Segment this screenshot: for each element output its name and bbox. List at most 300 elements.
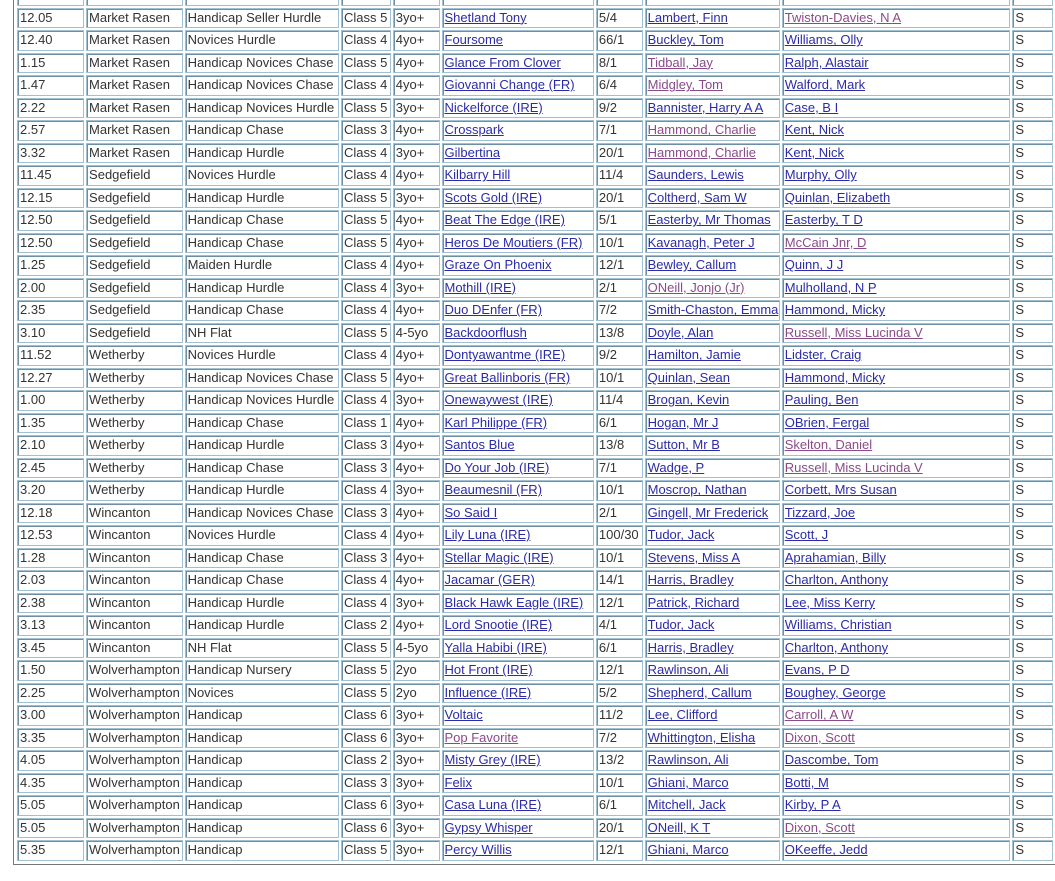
trainer-cell — [782, 210, 1011, 231]
jockey-link[interactable]: Hammond, Charlie — [647, 122, 756, 138]
horse-link[interactable]: Gilbertina — [444, 144, 501, 160]
trainer-cell — [782, 615, 1011, 636]
race-type-cell: Handicap Hurdle — [185, 278, 339, 299]
horse-link[interactable]: So Said I — [444, 504, 498, 520]
jockey-link[interactable]: Buckley, Tom — [647, 32, 724, 48]
age-cell: 4yo+ — [393, 503, 440, 524]
table-row — [17, 615, 1053, 636]
jockey-link[interactable]: Wadge, P — [647, 459, 705, 475]
jockey-link[interactable]: Gingell, Mr Frederick — [647, 504, 769, 520]
trainer-link[interactable]: Williams, Christian — [784, 617, 892, 633]
age-cell: 4-5yo — [393, 323, 440, 344]
class-cell: Class 4 — [341, 255, 391, 276]
race-time-cell: 5.05 — [17, 795, 84, 816]
age-cell: 4yo+ — [393, 210, 440, 231]
jockey-link[interactable]: Ghiani, Marco — [647, 774, 729, 790]
trainer-link[interactable]: Evans, P D — [784, 662, 850, 678]
trainer-cell — [782, 345, 1011, 366]
jockey-cell — [645, 525, 780, 546]
odds-cell: 7/2 — [596, 300, 643, 321]
jockey-link[interactable]: Lee, Clifford — [647, 707, 718, 723]
race-table-body — [17, 0, 1053, 861]
jockey-cell — [645, 390, 780, 411]
trainer-link[interactable]: Dixon, Scott — [784, 729, 855, 745]
race-time-cell: 3.32 — [17, 143, 84, 164]
table-row — [17, 435, 1053, 456]
trainer-link[interactable]: Pauling, Ben — [784, 392, 859, 408]
trainer-link[interactable]: Hammond, Micky — [784, 369, 886, 385]
table-row — [17, 8, 1053, 29]
trainer-link[interactable]: OKeeffe, Jedd — [784, 842, 868, 858]
jockey-link[interactable]: Moscrop, Nathan — [647, 482, 747, 498]
age-cell: 4yo+ — [393, 368, 440, 389]
trainer-link[interactable]: Dixon, Scott — [784, 819, 855, 835]
jockey-cell — [645, 300, 780, 321]
horse-link[interactable]: Do Your Job (IRE) — [444, 459, 550, 475]
jockey-link[interactable]: Patrick, Richard — [647, 594, 740, 610]
horse-cell — [442, 458, 594, 479]
horse-link[interactable]: Shetland Tony — [444, 9, 527, 25]
jockey-link[interactable]: Smith-Chaston, Emma — [647, 302, 779, 318]
trainer-link[interactable]: Lee, Miss Kerry — [784, 594, 876, 610]
jockey-link[interactable]: Harris, Bradley — [647, 572, 734, 588]
horse-cell — [442, 75, 594, 96]
race-type-cell: Handicap Chase — [185, 233, 339, 254]
course-cell: Wolverhampton — [86, 750, 183, 771]
jockey-cell — [645, 458, 780, 479]
horse-link[interactable]: Santos Blue — [444, 437, 515, 453]
horse-link[interactable]: Giovanni Change (FR) — [444, 77, 575, 93]
horse-link[interactable]: Karl Philippe (FR) — [444, 414, 548, 430]
class-cell: Class 4 — [341, 345, 391, 366]
jockey-cell — [645, 120, 780, 141]
trainer-cell — [782, 840, 1011, 861]
race-time-cell: 1.47 — [17, 75, 84, 96]
odds-cell: 12/1 — [596, 660, 643, 681]
truncated-cell: S — [1012, 615, 1053, 636]
jockey-cell — [645, 75, 780, 96]
jockey-link[interactable]: Lambert, Finn — [647, 9, 728, 25]
table-row — [17, 840, 1053, 861]
age-cell: 4yo+ — [393, 525, 440, 546]
horse-link[interactable]: Beat The Edge (IRE) — [444, 212, 565, 228]
trainer-cell — [782, 323, 1011, 344]
horse-cell — [442, 210, 594, 231]
course-cell: Sedgefield — [86, 210, 183, 231]
jockey-cell — [645, 233, 780, 254]
race-type-cell: Novices Hurdle — [185, 30, 339, 51]
trainer-cell — [782, 660, 1011, 681]
jockey-cell — [645, 705, 780, 726]
course-cell: Sedgefield — [86, 278, 183, 299]
course-cell: Market Rasen — [86, 75, 183, 96]
jockey-link[interactable]: Midgley, Tom — [647, 77, 724, 93]
jockey-link[interactable]: Tudor, Jack — [647, 617, 715, 633]
race-type-cell: Handicap — [185, 773, 339, 794]
class-cell: Class 4 — [341, 480, 391, 501]
odds-cell: 12/1 — [596, 840, 643, 861]
race-type-cell: Handicap Hurdle — [185, 188, 339, 209]
odds-cell: 8/1 — [596, 53, 643, 74]
horse-link[interactable]: Mothill (IRE) — [444, 279, 517, 295]
table-row — [17, 233, 1053, 254]
race-type-cell: Handicap — [185, 795, 339, 816]
jockey-link[interactable]: Hamilton, Jamie — [647, 347, 741, 363]
race-type-cell: Handicap Novices Hurdle — [185, 390, 339, 411]
age-cell: 4yo+ — [393, 53, 440, 74]
horse-cell — [442, 615, 594, 636]
table-row — [17, 818, 1053, 839]
race-type-cell: NH Flat — [185, 638, 339, 659]
class-cell: Class 5 — [341, 368, 391, 389]
horse-link[interactable]: Black Hawk Eagle (IRE) — [444, 594, 584, 610]
race-type-cell: Handicap Novices Chase — [185, 368, 339, 389]
jockey-link[interactable]: Doyle, Alan — [647, 324, 714, 340]
table-row-partial — [17, 0, 1053, 6]
horse-link[interactable]: Yalla Habibi (IRE) — [444, 639, 547, 655]
jockey-link[interactable]: Kavanagh, Peter J — [647, 234, 755, 250]
jockey-cell — [645, 615, 780, 636]
race-type-cell: Handicap Chase — [185, 300, 339, 321]
race-type-cell: Handicap Novices Chase — [185, 503, 339, 524]
race-time-cell: 3.13 — [17, 615, 84, 636]
trainer-link[interactable]: Mulholland, N P — [784, 279, 877, 295]
trainer-cell — [782, 143, 1011, 164]
horse-link[interactable]: Influence (IRE) — [444, 684, 532, 700]
course-cell: Wincanton — [86, 593, 183, 614]
jockey-cell — [645, 480, 780, 501]
class-cell: Class 6 — [341, 728, 391, 749]
odds-cell: 11/2 — [596, 705, 643, 726]
table-row — [17, 188, 1053, 209]
jockey-link[interactable]: Rawlinson, Ali — [647, 662, 729, 678]
class-cell: Class 3 — [341, 773, 391, 794]
class-cell: Class 6 — [341, 795, 391, 816]
class-cell: Class 5 — [341, 8, 391, 29]
jockey-link[interactable]: Rawlinson, Ali — [647, 752, 729, 768]
age-cell: 4yo+ — [393, 458, 440, 479]
class-cell: Class 4 — [341, 525, 391, 546]
trainer-link[interactable]: Corbett, Mrs Susan — [784, 482, 897, 498]
class-cell: Class 2 — [341, 750, 391, 771]
race-time-cell: 12.50 — [17, 210, 84, 231]
horse-link[interactable]: Gypsy Whisper — [444, 819, 533, 835]
race-time-cell: 3.45 — [17, 638, 84, 659]
horse-link[interactable]: Lord Snootie (IRE) — [444, 617, 553, 633]
trainer-link[interactable]: Carroll, A W — [784, 707, 854, 723]
odds-cell: 10/1 — [596, 548, 643, 569]
trainer-cell — [782, 480, 1011, 501]
trainer-link[interactable]: Skelton, Daniel — [784, 437, 873, 453]
jockey-link[interactable]: Whittington, Elisha — [647, 729, 756, 745]
truncated-cell: S — [1012, 165, 1053, 186]
horse-link[interactable]: Crosspark — [444, 122, 504, 138]
horse-link[interactable]: Great Ballinboris (FR) — [444, 369, 571, 385]
truncated-cell: S — [1012, 705, 1053, 726]
horse-cell — [442, 98, 594, 119]
trainer-link[interactable]: Case, B I — [784, 99, 839, 115]
horse-link[interactable]: Duo DEnfer (FR) — [444, 302, 543, 318]
class-cell: Class 4 — [341, 300, 391, 321]
trainer-cell — [782, 683, 1011, 704]
horse-link[interactable]: Kilbarry Hill — [444, 167, 511, 183]
table-row — [17, 53, 1053, 74]
horse-link[interactable]: Stellar Magic (IRE) — [444, 549, 554, 565]
race-type-cell: Handicap Chase — [185, 413, 339, 434]
odds-cell: 9/2 — [596, 98, 643, 119]
class-cell: Class 3 — [341, 120, 391, 141]
jockey-link[interactable]: Bannister, Harry A A — [647, 99, 764, 115]
trainer-link[interactable]: Hammond, Micky — [784, 302, 886, 318]
class-cell: Class 5 — [341, 188, 391, 209]
trainer-cell — [782, 368, 1011, 389]
race-type-cell: Handicap Hurdle — [185, 480, 339, 501]
horse-cell — [442, 413, 594, 434]
course-cell: Wolverhampton — [86, 660, 183, 681]
class-cell: Class 4 — [341, 278, 391, 299]
jockey-link[interactable]: Coltherd, Sam W — [647, 189, 747, 205]
age-cell: 2yo — [393, 683, 440, 704]
trainer-cell — [782, 593, 1011, 614]
trainer-link[interactable]: Quinlan, Elizabeth — [784, 189, 891, 205]
jockey-link[interactable]: Hogan, Mr J — [647, 414, 719, 430]
jockey-link[interactable]: Saunders, Lewis — [647, 167, 744, 183]
jockey-link[interactable]: Shepherd, Callum — [647, 684, 752, 700]
table-row — [17, 728, 1053, 749]
trainer-link[interactable]: Boughey, George — [784, 684, 886, 700]
class-cell: Class 5 — [341, 233, 391, 254]
race-time-cell: 1.35 — [17, 413, 84, 434]
trainer-link[interactable]: Easterby, T D — [784, 212, 863, 228]
jockey-link[interactable]: Stevens, Miss A — [647, 549, 741, 565]
odds-cell: 5/2 — [596, 683, 643, 704]
age-cell: 3yo+ — [393, 750, 440, 771]
truncated-cell: S — [1012, 795, 1053, 816]
odds-cell: 100/30 — [596, 525, 643, 546]
jockey-cell — [645, 818, 780, 839]
jockey-cell — [645, 188, 780, 209]
horse-cell — [442, 390, 594, 411]
age-cell: 3yo+ — [393, 98, 440, 119]
race-time-cell: 2.38 — [17, 593, 84, 614]
jockey-link[interactable]: Quinlan, Sean — [647, 369, 731, 385]
horse-link[interactable]: Scots Gold (IRE) — [444, 189, 543, 205]
jockey-link[interactable]: Ghiani, Marco — [647, 842, 729, 858]
horse-link[interactable]: Percy Willis — [444, 842, 512, 858]
jockey-cell — [645, 210, 780, 231]
jockey-cell — [645, 345, 780, 366]
horse-link[interactable]: Pop Favorite — [444, 729, 519, 745]
age-cell: 3yo+ — [393, 840, 440, 861]
age-cell: 2yo — [393, 660, 440, 681]
horse-link[interactable]: Backdoorflush — [444, 324, 527, 340]
trainer-link[interactable]: Kent, Nick — [784, 144, 844, 160]
race-type-cell: Handicap Hurdle — [185, 143, 339, 164]
trainer-link[interactable]: Charlton, Anthony — [784, 639, 889, 655]
class-cell: Class 5 — [341, 683, 391, 704]
trainer-link[interactable]: Walford, Mark — [784, 77, 866, 93]
truncated-cell: S — [1012, 750, 1053, 771]
horse-link[interactable]: Hot Front (IRE) — [444, 662, 533, 678]
class-cell: Class 5 — [341, 840, 391, 861]
jockey-link[interactable]: ONeill, Jonjo (Jr) — [647, 279, 745, 295]
trainer-link[interactable]: Botti, M — [784, 774, 829, 790]
race-time-cell: 2.45 — [17, 458, 84, 479]
horse-link[interactable]: Lily Luna (IRE) — [444, 527, 531, 543]
table-row — [17, 143, 1053, 164]
trainer-link[interactable]: Murphy, Olly — [784, 167, 857, 183]
race-time-cell: 2.03 — [17, 570, 84, 591]
horse-cell — [442, 840, 594, 861]
jockey-link[interactable]: ONeill, K T — [647, 819, 711, 835]
jockey-link[interactable]: Bewley, Callum — [647, 257, 737, 273]
class-cell: Class 5 — [341, 98, 391, 119]
truncated-cell: S — [1012, 638, 1053, 659]
class-cell: Class 5 — [341, 53, 391, 74]
trainer-link[interactable]: Aprahamian, Billy — [784, 549, 886, 565]
jockey-cell — [645, 570, 780, 591]
truncated-cell: S — [1012, 660, 1053, 681]
course-cell: Sedgefield — [86, 233, 183, 254]
horse-link[interactable]: Heros De Moutiers (FR) — [444, 234, 583, 250]
trainer-link[interactable]: McCain Jnr, D — [784, 234, 867, 250]
trainer-link[interactable]: Russell, Miss Lucinda V — [784, 459, 923, 475]
race-type-cell: Novices — [185, 683, 339, 704]
trainer-link[interactable]: Williams, Olly — [784, 32, 863, 48]
jockey-link[interactable]: Tidball, Jay — [647, 54, 713, 70]
table-row — [17, 705, 1053, 726]
truncated-cell: S — [1012, 210, 1053, 231]
truncated-cell: S — [1012, 345, 1053, 366]
truncated-cell: S — [1012, 30, 1053, 51]
trainer-link[interactable]: Dascombe, Tom — [784, 752, 879, 768]
table-row — [17, 210, 1053, 231]
table-row — [17, 795, 1053, 816]
table-row — [17, 75, 1053, 96]
horse-cell — [442, 525, 594, 546]
jockey-link[interactable]: Harris, Bradley — [647, 639, 734, 655]
truncated-cell: S — [1012, 188, 1053, 209]
race-time-cell: 11.45 — [17, 165, 84, 186]
race-type-cell: Handicap Seller Hurdle — [185, 8, 339, 29]
trainer-link[interactable]: Lidster, Craig — [784, 347, 862, 363]
truncated-cell: S — [1012, 683, 1053, 704]
age-cell: 3yo+ — [393, 728, 440, 749]
trainer-link[interactable]: Kent, Nick — [784, 122, 844, 138]
horse-link[interactable]: Beaumesnil (FR) — [444, 482, 543, 498]
course-cell: Wetherby — [86, 368, 183, 389]
horse-link[interactable]: Dontyawantme (IRE) — [444, 347, 566, 363]
course-cell: Wincanton — [86, 638, 183, 659]
horse-link[interactable]: Voltaic — [444, 707, 483, 723]
course-cell: Wolverhampton — [86, 705, 183, 726]
horse-cell — [442, 728, 594, 749]
trainer-link[interactable]: Tizzard, Joe — [784, 504, 856, 520]
horse-link[interactable]: Foursome — [444, 32, 504, 48]
jockey-cell — [645, 30, 780, 51]
race-time-cell: 1.00 — [17, 390, 84, 411]
trainer-link[interactable]: Ralph, Alastair — [784, 54, 869, 70]
odds-cell: 6/1 — [596, 638, 643, 659]
course-cell: Wetherby — [86, 413, 183, 434]
horse-cell — [442, 233, 594, 254]
odds-cell: 2/1 — [596, 503, 643, 524]
trainer-cell — [782, 525, 1011, 546]
race-type-cell: Handicap Novices Chase — [185, 75, 339, 96]
truncated-cell: S — [1012, 255, 1053, 276]
horse-cell — [442, 593, 594, 614]
age-cell: 4yo+ — [393, 233, 440, 254]
jockey-link[interactable]: Tudor, Jack — [647, 527, 715, 543]
table-row — [17, 570, 1053, 591]
jockey-link[interactable]: Easterby, Mr Thomas — [647, 212, 771, 228]
course-cell: Wetherby — [86, 480, 183, 501]
horse-link[interactable]: Glance From Clover — [444, 54, 561, 70]
course-cell: Wolverhampton — [86, 728, 183, 749]
race-type-cell: Novices Hurdle — [185, 165, 339, 186]
horse-link[interactable]: Onewaywest (IRE) — [444, 392, 553, 408]
horse-cell — [442, 435, 594, 456]
trainer-link[interactable]: Russell, Miss Lucinda V — [784, 324, 923, 340]
horse-link[interactable]: Casa Luna (IRE) — [444, 797, 542, 813]
age-cell: 4yo+ — [393, 255, 440, 276]
race-time-cell: 3.10 — [17, 323, 84, 344]
horse-cell — [442, 795, 594, 816]
truncated-cell: S — [1012, 458, 1053, 479]
table-row — [17, 368, 1053, 389]
jockey-cell — [645, 638, 780, 659]
race-type-cell: Handicap Nursery — [185, 660, 339, 681]
horse-link[interactable]: Felix — [444, 774, 472, 790]
odds-cell: 20/1 — [596, 143, 643, 164]
trainer-cell — [782, 773, 1011, 794]
trainer-link[interactable]: Twiston-Davies, N A — [784, 9, 902, 25]
odds-cell: 13/8 — [596, 435, 643, 456]
trainer-link[interactable]: Quinn, J J — [784, 257, 844, 273]
horse-cell — [442, 53, 594, 74]
class-cell: Class 4 — [341, 165, 391, 186]
trainer-link[interactable]: Charlton, Anthony — [784, 572, 889, 588]
jockey-cell — [645, 840, 780, 861]
race-type-cell: Handicap — [185, 840, 339, 861]
table-row — [17, 480, 1053, 501]
horse-link[interactable]: Jacamar (GER) — [444, 572, 535, 588]
jockey-link[interactable]: Brogan, Kevin — [647, 392, 730, 408]
trainer-link[interactable]: Scott, J — [784, 527, 829, 543]
jockey-link[interactable]: Sutton, Mr B — [647, 437, 720, 453]
course-cell: Wolverhampton — [86, 683, 183, 704]
jockey-link[interactable]: Mitchell, Jack — [647, 797, 726, 813]
horse-cell — [442, 818, 594, 839]
trainer-cell — [782, 728, 1011, 749]
horse-link[interactable]: Nickelforce (IRE) — [444, 99, 543, 115]
trainer-cell — [782, 300, 1011, 321]
class-cell: Class 4 — [341, 30, 391, 51]
trainer-cell — [782, 53, 1011, 74]
race-time-cell: 2.35 — [17, 300, 84, 321]
truncated-cell: S — [1012, 8, 1053, 29]
trainer-link[interactable]: Kirby, P A — [784, 797, 841, 813]
course-cell: Market Rasen — [86, 143, 183, 164]
trainer-link[interactable]: OBrien, Fergal — [784, 414, 870, 430]
age-cell: 4yo+ — [393, 30, 440, 51]
race-time-cell: 1.50 — [17, 660, 84, 681]
horse-link[interactable]: Misty Grey (IRE) — [444, 752, 541, 768]
horse-link[interactable]: Graze On Phoenix — [444, 257, 552, 273]
truncated-cell: S — [1012, 233, 1053, 254]
jockey-link[interactable]: Hammond, Charlie — [647, 144, 756, 160]
race-time-cell: 4.35 — [17, 773, 84, 794]
